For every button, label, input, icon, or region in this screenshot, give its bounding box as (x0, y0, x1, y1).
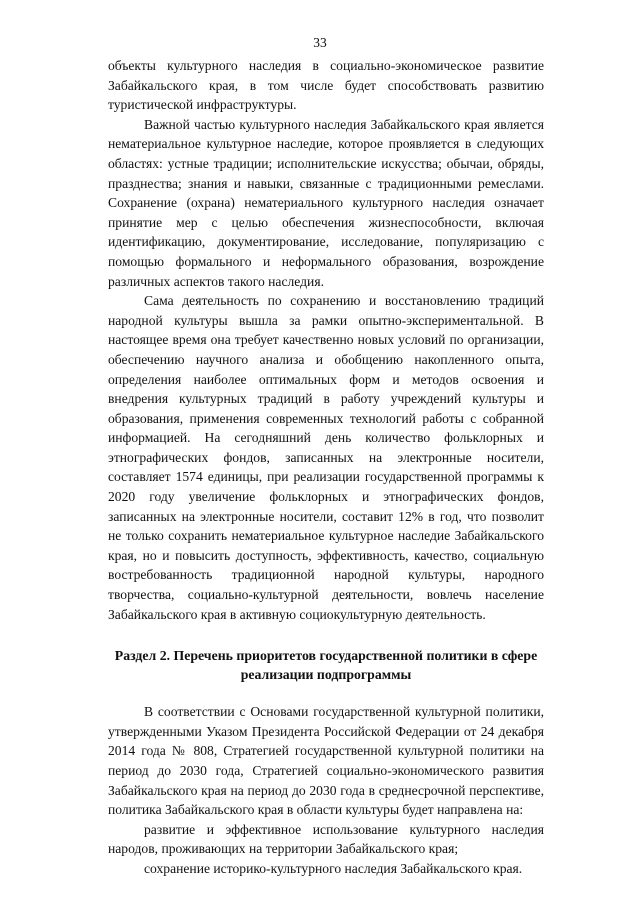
list-item-development: развитие и эффективное использование культурного наследия народов, проживающих на территории Забайкальского края; (108, 821, 544, 857)
section-heading (108, 646, 544, 684)
paragraph-folk-culture: Сама деятельность по сохранению и восстановлению традиций народной культуры вышла за рамки опытно-экспериментальной. В настоящее время она требует качественно новых условий по организации, обеспечению научного анализа и обобщению накопленного опыта, определения наиболее оптимальных форм и методов освоения и внедрения культурных традиций в работу учреждений культуры и образования, применения современных технологий работы с собранной информацией. На сегодняшний день количество фольклорных и этнографических фондов, записанных на электронные носители, составляет 1574 единицы, при реализации государственной программы к 2020 году увеличение фольклорных и этнографических фондов, записанных на электронные носители, составит 12% в год, что позволит не только сохранить нематериальное культурное наследие Забайкальского края, но и повысить доступность, эффективность, качество, социальную востребованность традиционной народной культуры, народного творчества, социально-культурной деятельности, вовлечь население Забайкальского края в активную социокультурную деятельность. (108, 293, 544, 622)
page-number: 33 (313, 35, 327, 50)
section-heading-line1: Раздел 2. Перечень приоритетов государственной политики в сфере (114, 648, 538, 664)
paragraph-intangible-heritage: Важной частью культурного наследия Забайкальского края является нематериальное культурное наследие, которое проявляется в следующих областях: устные традиции; исполнительские искусства; обычаи, обряды, празднества; знания и навыки, связанные с традиционными ремеслами. Сохранение (охрана) нематериального культурного наследия означает принятие мер с целью обеспечения жизнеспособности, включая идентификацию, документирование, исследование, популяризацию с помощью формального и неформального образования, возрождение различных аспектов такого наследия. (108, 116, 544, 289)
paragraph-policy-basis: В соответствии с Основами государственной культурной политики, утвержденными Указом Президента Российской Федерации от 24 декабря 2014 года № 808, Стратегией государственной культурной политики на период до 2030 года, Стратегией социально-экономического развития Забайкальского края на период до 2030 года в среднесрочной перспективе, политика Забайкальского края в области культуры будет направлена на: (108, 704, 544, 818)
page-body (108, 56, 544, 879)
list-item-preservation: сохранение историко-культурного наследия Забайкальского края. (144, 860, 523, 876)
section-heading-line2: реализации подпрограммы (240, 667, 412, 683)
paragraph-continuation: объекты культурного наследия в социально-экономическое развитие Забайкальского края, в том числе будет способствовать развитию туристической инфраструктуры. (108, 58, 544, 113)
